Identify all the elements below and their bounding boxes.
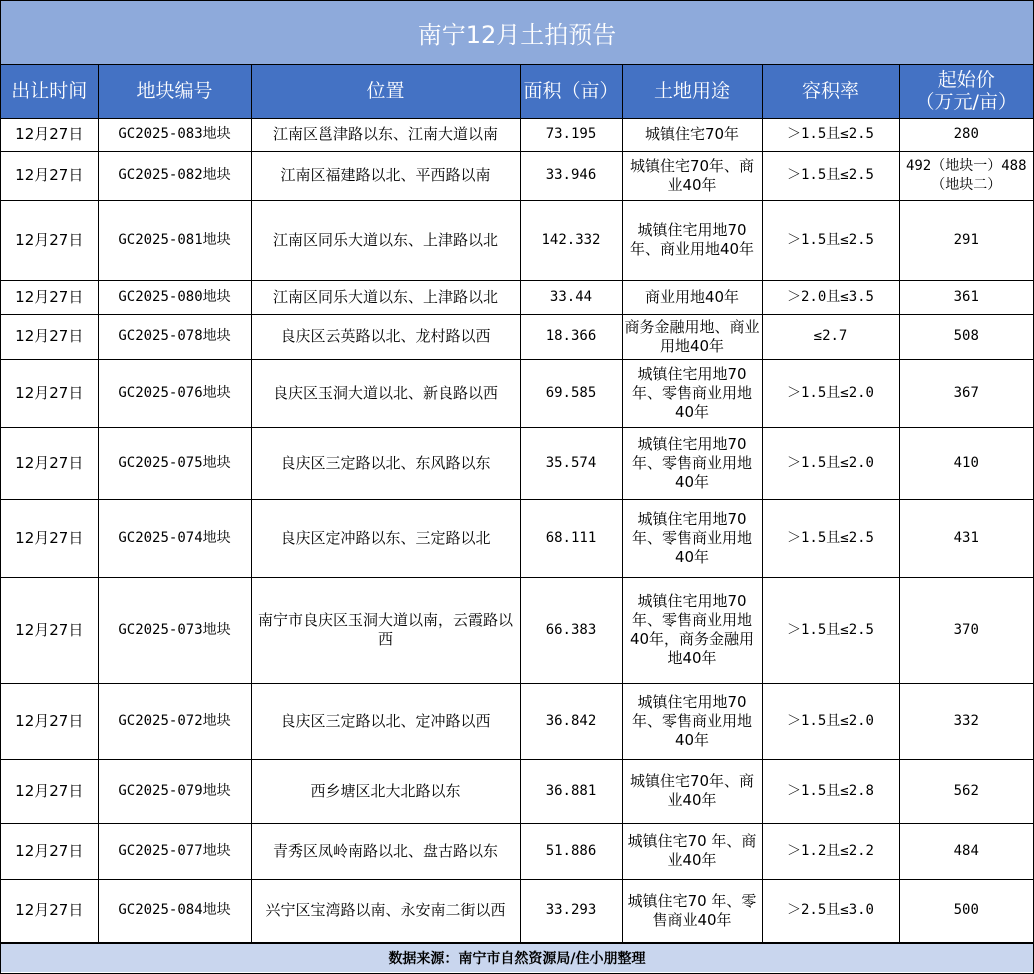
cell-code: GC2025-083地块 <box>98 118 251 151</box>
cell-date: 12月27日 <box>1 151 98 200</box>
header-date: 出让时间 <box>1 65 98 118</box>
table-row <box>1 683 1033 759</box>
cell-far: ＞2.5且≤3.0 <box>762 879 899 942</box>
cell-area: 35.574 <box>520 427 622 499</box>
cell-use: 城镇住宅70 年、商业40年 <box>622 823 762 879</box>
cell-area: 68.111 <box>520 499 622 577</box>
cell-code: GC2025-081地块 <box>98 200 251 280</box>
cell-use: 城镇住宅70年、商业40年 <box>622 151 762 200</box>
cell-code: GC2025-075地块 <box>98 427 251 499</box>
table-row <box>1 314 1033 359</box>
cell-date: 12月27日 <box>1 314 98 359</box>
cell-use: 城镇住宅用地70年、零售商业用地40年 <box>622 683 762 759</box>
cell-area: 142.332 <box>520 200 622 280</box>
cell-price: 291 <box>899 200 1033 280</box>
cell-location: 江南区邕津路以东、江南大道以南 <box>251 118 520 151</box>
table-header-row <box>1 65 1033 118</box>
header-area: 面积（亩） <box>520 65 622 118</box>
cell-location: 青秀区凤岭南路以北、盘古路以东 <box>251 823 520 879</box>
cell-use: 城镇住宅用地70年、零售商业用地40年 <box>622 499 762 577</box>
cell-price: 367 <box>899 359 1033 427</box>
cell-date: 12月27日 <box>1 427 98 499</box>
cell-location: 南宁市良庆区玉洞大道以南，云霞路以西 <box>251 577 520 683</box>
cell-area: 33.946 <box>520 151 622 200</box>
cell-area: 73.195 <box>520 118 622 151</box>
cell-far: ＞1.2且≤2.2 <box>762 823 899 879</box>
table-row <box>1 823 1033 879</box>
cell-location: 西乡塘区北大北路以东 <box>251 759 520 823</box>
table-row <box>1 200 1033 280</box>
cell-far: ＞1.5且≤2.5 <box>762 151 899 200</box>
table-row <box>1 427 1033 499</box>
cell-date: 12月27日 <box>1 879 98 942</box>
cell-area: 66.383 <box>520 577 622 683</box>
cell-use: 城镇住宅用地70年、零售商业用地40年 <box>622 427 762 499</box>
cell-date: 12月27日 <box>1 359 98 427</box>
cell-price: 332 <box>899 683 1033 759</box>
cell-area: 33.44 <box>520 280 622 314</box>
cell-far: ＞1.5且≤2.8 <box>762 759 899 823</box>
cell-area: 51.886 <box>520 823 622 879</box>
header-location: 位置 <box>251 65 520 118</box>
cell-code: GC2025-080地块 <box>98 280 251 314</box>
cell-use: 商务金融用地、商业用地40年 <box>622 314 762 359</box>
cell-use: 城镇住宅用地70年、商业用地40年 <box>622 200 762 280</box>
cell-location: 良庆区三定路以北、东风路以东 <box>251 427 520 499</box>
cell-price: 508 <box>899 314 1033 359</box>
cell-far: ＞1.5且≤2.5 <box>762 118 899 151</box>
cell-far: ＞1.5且≤2.0 <box>762 427 899 499</box>
cell-price: 431 <box>899 499 1033 577</box>
cell-price: 410 <box>899 427 1033 499</box>
cell-use: 城镇住宅70年 <box>622 118 762 151</box>
cell-far: ＞1.5且≤2.0 <box>762 359 899 427</box>
cell-location: 江南区福建路以北、平西路以南 <box>251 151 520 200</box>
cell-far: ＞1.5且≤2.0 <box>762 683 899 759</box>
header-price-line2: （万元/亩） <box>915 91 1017 114</box>
cell-date: 12月27日 <box>1 683 98 759</box>
table-row <box>1 118 1033 151</box>
header-far: 容积率 <box>762 65 899 118</box>
cell-code: GC2025-082地块 <box>98 151 251 200</box>
header-price-line1: 起始价 <box>937 69 995 92</box>
cell-use: 城镇住宅70年、商业40年 <box>622 759 762 823</box>
cell-area: 18.366 <box>520 314 622 359</box>
cell-use: 城镇住宅用地70年、零售商业用地40年 <box>622 359 762 427</box>
cell-price: 280 <box>899 118 1033 151</box>
data-source-footer: 数据来源：南宁市自然资源局/住小朋整理 <box>1 943 1033 972</box>
cell-area: 69.585 <box>520 359 622 427</box>
cell-price: 492（地块一）488（地块二） <box>899 151 1033 200</box>
cell-code: GC2025-073地块 <box>98 577 251 683</box>
table-row <box>1 151 1033 200</box>
cell-far: ≤2.7 <box>762 314 899 359</box>
cell-price: 361 <box>899 280 1033 314</box>
cell-location: 江南区同乐大道以东、上津路以北 <box>251 200 520 280</box>
cell-use: 商业用地40年 <box>622 280 762 314</box>
table-row <box>1 499 1033 577</box>
cell-location: 良庆区玉洞大道以北、新良路以西 <box>251 359 520 427</box>
cell-code: GC2025-076地块 <box>98 359 251 427</box>
cell-far: ＞1.5且≤2.5 <box>762 200 899 280</box>
cell-date: 12月27日 <box>1 280 98 314</box>
cell-use: 城镇住宅用地70年、零售商业用地40年，商务金融用地40年 <box>622 577 762 683</box>
cell-location: 良庆区定冲路以东、三定路以北 <box>251 499 520 577</box>
table-row <box>1 577 1033 683</box>
cell-area: 36.842 <box>520 683 622 759</box>
table-row <box>1 879 1033 942</box>
header-code: 地块编号 <box>98 65 251 118</box>
cell-date: 12月27日 <box>1 577 98 683</box>
cell-code: GC2025-084地块 <box>98 879 251 942</box>
cell-far: ＞2.0且≤3.5 <box>762 280 899 314</box>
cell-code: GC2025-078地块 <box>98 314 251 359</box>
cell-price: 370 <box>899 577 1033 683</box>
cell-date: 12月27日 <box>1 759 98 823</box>
land-table <box>1 65 1033 943</box>
cell-use: 城镇住宅70 年、零售商业40年 <box>622 879 762 942</box>
cell-far: ＞1.5且≤2.5 <box>762 577 899 683</box>
cell-date: 12月27日 <box>1 499 98 577</box>
page-title: 南宁12月土拍预告 <box>1 1 1033 65</box>
header-price <box>899 65 1033 118</box>
cell-far: ＞1.5且≤2.5 <box>762 499 899 577</box>
table-row <box>1 759 1033 823</box>
cell-date: 12月27日 <box>1 118 98 151</box>
cell-code: GC2025-074地块 <box>98 499 251 577</box>
cell-code: GC2025-079地块 <box>98 759 251 823</box>
cell-code: GC2025-077地块 <box>98 823 251 879</box>
cell-area: 36.881 <box>520 759 622 823</box>
cell-price: 500 <box>899 879 1033 942</box>
cell-code: GC2025-072地块 <box>98 683 251 759</box>
table-row <box>1 280 1033 314</box>
cell-date: 12月27日 <box>1 823 98 879</box>
table-row <box>1 359 1033 427</box>
cell-location: 良庆区云英路以北、龙村路以西 <box>251 314 520 359</box>
header-use: 土地用途 <box>622 65 762 118</box>
cell-location: 良庆区三定路以北、定冲路以西 <box>251 683 520 759</box>
cell-price: 562 <box>899 759 1033 823</box>
cell-location: 江南区同乐大道以东、上津路以北 <box>251 280 520 314</box>
cell-location: 兴宁区宝湾路以南、永安南二街以西 <box>251 879 520 942</box>
cell-date: 12月27日 <box>1 200 98 280</box>
cell-price: 484 <box>899 823 1033 879</box>
cell-area: 33.293 <box>520 879 622 942</box>
